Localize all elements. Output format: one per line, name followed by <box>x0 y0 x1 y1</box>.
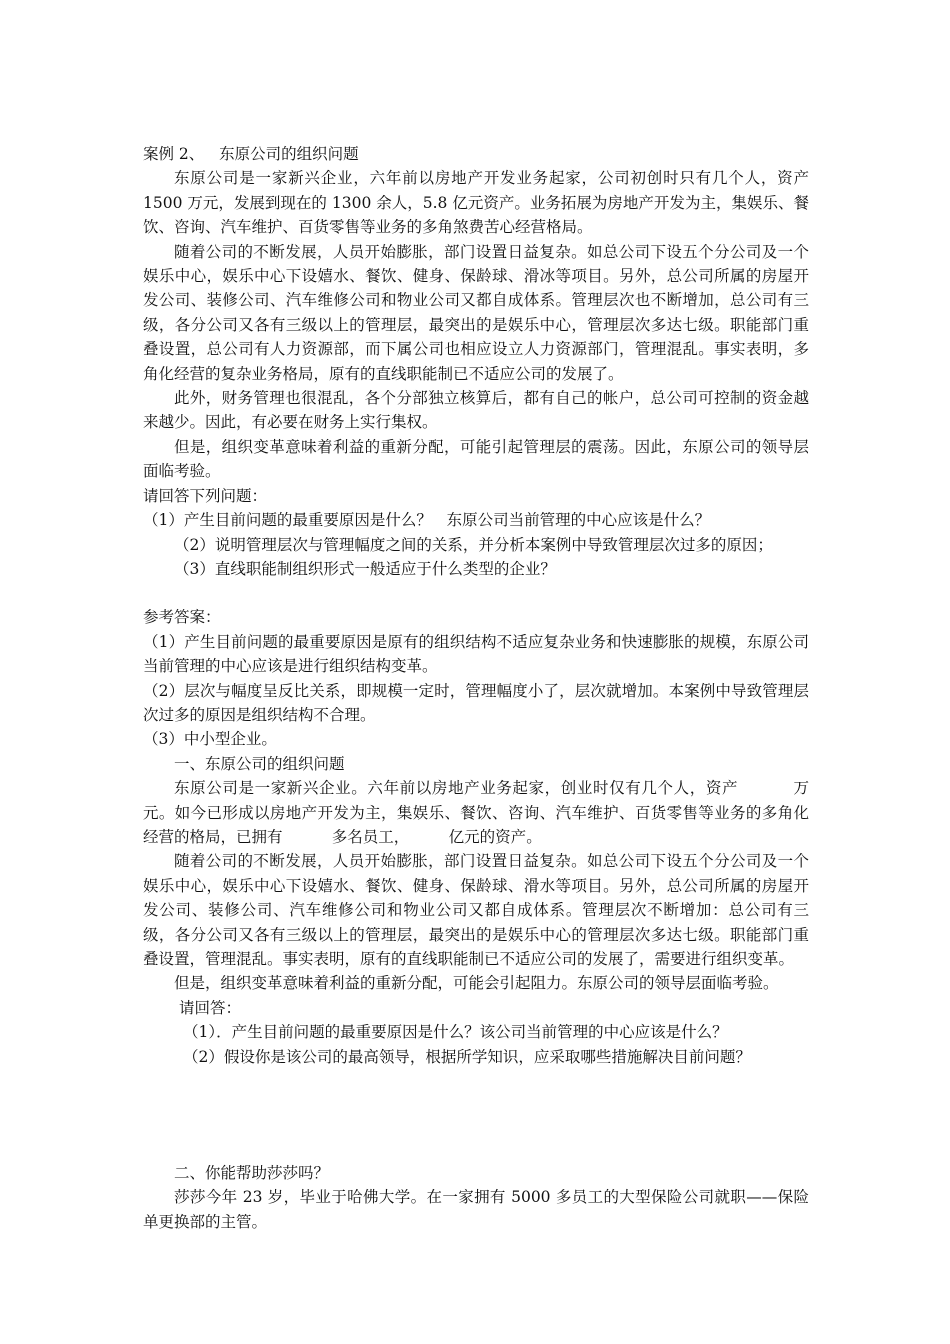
case2-question-3: （3）直线职能制组织形式一般适应于什么类型的企业？ <box>174 559 556 578</box>
section2-title: 二、你能帮助莎莎吗？ <box>174 1164 330 1183</box>
case2-question-2: （2）说明管理层次与管理幅度之间的关系，并分析本案例中导致管理层次过多的原因； <box>174 535 773 554</box>
answer-3: （3）中小型企业。 <box>143 730 277 749</box>
section1-paragraph-3: 但是，组织变革意味着利益的重新分配，可能会引起阻力。东原公司的领导层面临考验。 <box>174 974 779 993</box>
section1-paragraph-2: 随着公司的不断发展，人员开始膨胀，部门设置日益复杂。如总公司下设五个分公司及一个娱乐中心，娱乐中心下设嬉水、餐饮、健身、保龄球、滑水等项目。另外，总公司所属的房屋开发公司、装修公司、汽车维修公司和物业公司又都自成体系。管理层次不断增加：总公司有三级，各分公司又各有三级以上的管理层，最突出的是娱乐中心的管理层次多达七级。职能部门重叠设置，管理混乱。事实表明，原有的直线职能制已不适应公司的发展了，需要进行组织变革。 <box>143 852 809 968</box>
case2-title: 案例 2、 东原公司的组织问题 <box>143 145 359 163</box>
answer-1: （1）产生目前问题的最重要原因是原有的组织结构不适应复杂业务和快速膨胀的规模，东原公司当前管理的中心应该是进行组织结构变革。 <box>143 632 809 676</box>
section2-paragraph-1: 莎莎今年 23 岁，毕业于哈佛大学。在一家拥有 5000 多员工的大型保险公司就职——保险单更换部的主管。 <box>143 1188 809 1231</box>
section1-questions-heading: 请回答： <box>179 998 242 1017</box>
case2-question-1: （1）产生目前问题的最重要原因是什么？ 东原公司当前管理的中心应该是什么？ <box>143 511 711 530</box>
answers-title: 参考答案： <box>143 608 221 627</box>
section1-question-1: （1）．产生目前问题的最重要原因是什么？该公司当前管理的中心应该是什么？ <box>183 1023 728 1042</box>
case2-paragraph-2: 随着公司的不断发展，人员开始膨胀，部门设置日益复杂。如总公司下设五个分公司及一个娱乐中心，娱乐中心下设嬉水、餐饮、健身、保龄球、滑冰等项目。另外，总公司所属的房屋开发公司、装修公司、汽车维修公司和物业公司又都自成体系。管理层次也不断增加，总公司有三级，各分公司又各有三级以上的管理层，最突出的是娱乐中心，管理层次多达七级。职能部门重叠设置，总公司有人力资源部，而下属公司也相应设立人力资源部门，管理混乱。事实表明，多角化经营的复杂业务格局，原有的直线职能制已不适应公司的发展了。 <box>143 242 809 383</box>
section1-question-2: （2）假设你是该公司的最高领导，根据所学知识，应采取哪些措施解决目前问题？ <box>183 1047 751 1066</box>
document-body <box>143 142 814 1234</box>
answer-2: （2）层次与幅度呈反比关系，即规模一定时，管理幅度小了，层次就增加。本案例中导致管理层次过多的原因是组织结构不合理。 <box>143 681 809 724</box>
section1-paragraph-1: 东原公司是一家新兴企业。六年前以房地产业务起家，创业时仅有几个人，资产 万元。如今已形成以房地产开发为主，集娱乐、餐饮、咨询、汽车维护、百货零售等业务的多角化经营的格局，已拥有 多名员工， 亿元的资产。 <box>143 779 809 846</box>
case2-paragraph-3: 此外，财务管理也很混乱，各个分部独立核算后，都有自己的帐户，总公司可控制的资金越来越少。因此，有必要在财务上实行集权。 <box>143 389 809 432</box>
case2-questions-heading: 请回答下列问题： <box>143 486 268 505</box>
spacer <box>143 581 809 605</box>
case2-paragraph-4: 但是，组织变革意味着利益的重新分配，可能引起管理层的震荡。因此，东原公司的领导层面临考验。 <box>143 437 809 481</box>
spacer <box>143 1069 809 1161</box>
section1-title: 一、东原公司的组织问题 <box>174 754 345 773</box>
case2-paragraph-1: 东原公司是一家新兴企业，六年前以房地产开发业务起家，公司初创时只有几个人，资产 1500 万元，发展到现在的 1300 余人，5.8 亿元资产。业务拓展为房地产开发为主，集娱乐、餐饮、咨询、汽车维护、百货零售等业务的多角煞费苦心经营格局。 <box>143 169 814 237</box>
